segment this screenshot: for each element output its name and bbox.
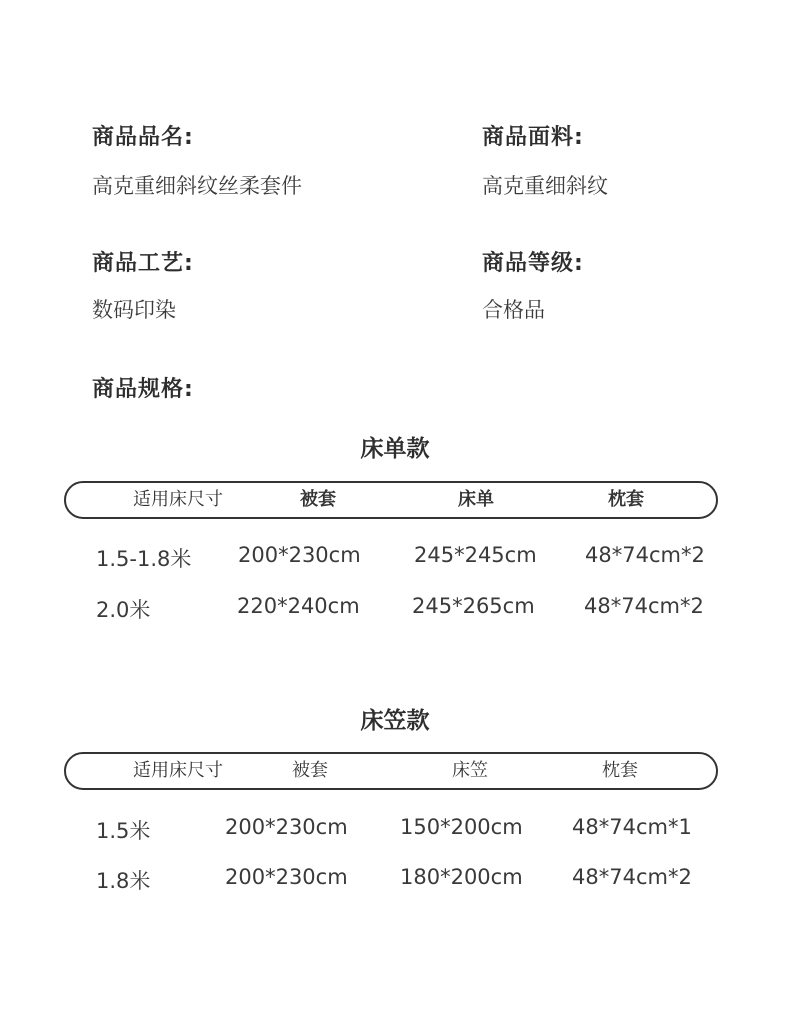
table-row — [0, 543, 790, 573]
fitted-table-title: 床笠款 — [360, 708, 430, 734]
fitted-row2-duvet: 200*230cm — [225, 865, 348, 889]
fitted-row1-size: 1.5米 — [96, 819, 151, 843]
product-craft-label: 商品工艺: — [92, 251, 194, 276]
fitted-table-header — [64, 752, 718, 790]
fitted-row2-fitted-sheet: 180*200cm — [400, 865, 523, 889]
sheet-header-bed-size: 适用床尺寸 — [133, 489, 223, 510]
table-row — [0, 594, 790, 624]
product-grade-value: 合格品 — [482, 298, 545, 322]
product-name-label: 商品品名: — [92, 125, 194, 150]
sheet-table-header — [64, 481, 718, 519]
sheet-table-title: 床单款 — [360, 436, 430, 462]
sheet-row2-pillowcase: 48*74cm*2 — [584, 594, 704, 618]
sheet-row1-pillowcase: 48*74cm*2 — [585, 543, 705, 567]
sheet-header-sheet: 床单 — [458, 489, 494, 510]
sheet-row2-duvet: 220*240cm — [237, 594, 360, 618]
table-row — [0, 865, 790, 895]
fitted-row1-pillowcase: 48*74cm*1 — [572, 815, 692, 839]
sheet-row1-duvet: 200*230cm — [238, 543, 361, 567]
fitted-header-pillowcase: 枕套 — [602, 760, 638, 781]
fitted-header-bed-size: 适用床尺寸 — [133, 760, 223, 781]
product-grade-label: 商品等级: — [482, 251, 584, 276]
fitted-header-fitted-sheet: 床笠 — [452, 760, 488, 781]
sheet-header-duvet: 被套 — [300, 489, 336, 510]
sheet-row2-size: 2.0米 — [96, 598, 151, 622]
sheet-row1-size: 1.5-1.8米 — [96, 547, 192, 571]
table-row — [0, 815, 790, 845]
product-craft-value: 数码印染 — [92, 298, 176, 322]
fitted-header-duvet: 被套 — [292, 760, 328, 781]
product-spec-label: 商品规格: — [92, 377, 194, 402]
product-fabric-value: 高克重细斜纹 — [482, 174, 608, 198]
fitted-row2-pillowcase: 48*74cm*2 — [572, 865, 692, 889]
sheet-row1-sheet: 245*245cm — [414, 543, 537, 567]
fitted-row1-duvet: 200*230cm — [225, 815, 348, 839]
product-name-value: 高克重细斜纹丝柔套件 — [92, 174, 302, 198]
product-fabric-label: 商品面料: — [482, 125, 584, 150]
sheet-row2-sheet: 245*265cm — [412, 594, 535, 618]
sheet-header-pillowcase: 枕套 — [608, 489, 644, 510]
fitted-row2-size: 1.8米 — [96, 869, 151, 893]
fitted-row1-fitted-sheet: 150*200cm — [400, 815, 523, 839]
